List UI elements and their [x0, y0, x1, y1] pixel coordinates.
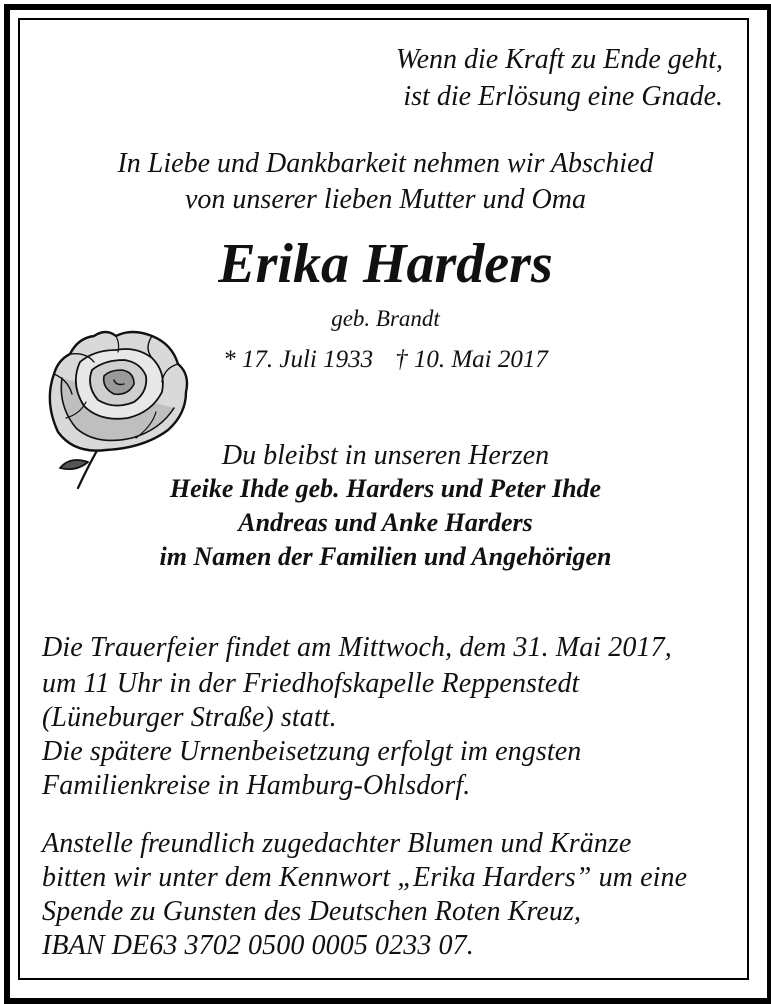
mourner-line-3: im Namen der Familien und Angehörigen: [159, 542, 612, 571]
birth-date: * 17. Juli 1933: [223, 346, 374, 373]
funeral-line-2: um 11 Uhr in der Friedhofskapelle Reppenstedt: [42, 668, 580, 699]
donation-line-2: bitten wir unter dem Kennwort „Erika Harders” um eine: [42, 862, 688, 893]
funeral-line-1: Die Trauerfeier findet am Mittwoch, dem 31. Mai 2017,: [42, 632, 672, 663]
funeral-line-3: (Lüneburger Straße) statt.: [42, 702, 337, 733]
motto-line-2: ist die Erlösung eine Gnade.: [403, 81, 723, 112]
mourner-line-2: Andreas und Anke Harders: [238, 508, 533, 537]
mourner-line-1: Heike Ihde geb. Harders und Peter Ihde: [169, 474, 602, 503]
mourners-wish: Du bleibst in unseren Herzen: [221, 440, 550, 471]
deceased-name: Erika Harders: [218, 233, 553, 295]
funeral-line-5: Familienkreise in Hamburg-Ohlsdorf.: [42, 770, 471, 801]
donation-line-1: Anstelle freundlich zugedachter Blumen und Kränze: [42, 828, 632, 859]
death-date: † 10. Mai 2017: [395, 346, 548, 373]
funeral-line-4: Die spätere Urnenbeisetzung erfolgt im engsten: [42, 736, 582, 767]
intro-line-1: In Liebe und Dankbarkeit nehmen wir Abschied: [117, 148, 654, 179]
motto-line-1: Wenn die Kraft zu Ende geht,: [395, 44, 723, 75]
donation-line-3: Spende zu Gunsten des Deutschen Roten Kreuz,: [42, 896, 582, 927]
donation-iban: IBAN DE63 3702 0500 0005 0233 07.: [42, 930, 474, 961]
birth-name: geb. Brandt: [331, 306, 440, 331]
intro-line-2: von unserer lieben Mutter und Oma: [185, 184, 586, 215]
